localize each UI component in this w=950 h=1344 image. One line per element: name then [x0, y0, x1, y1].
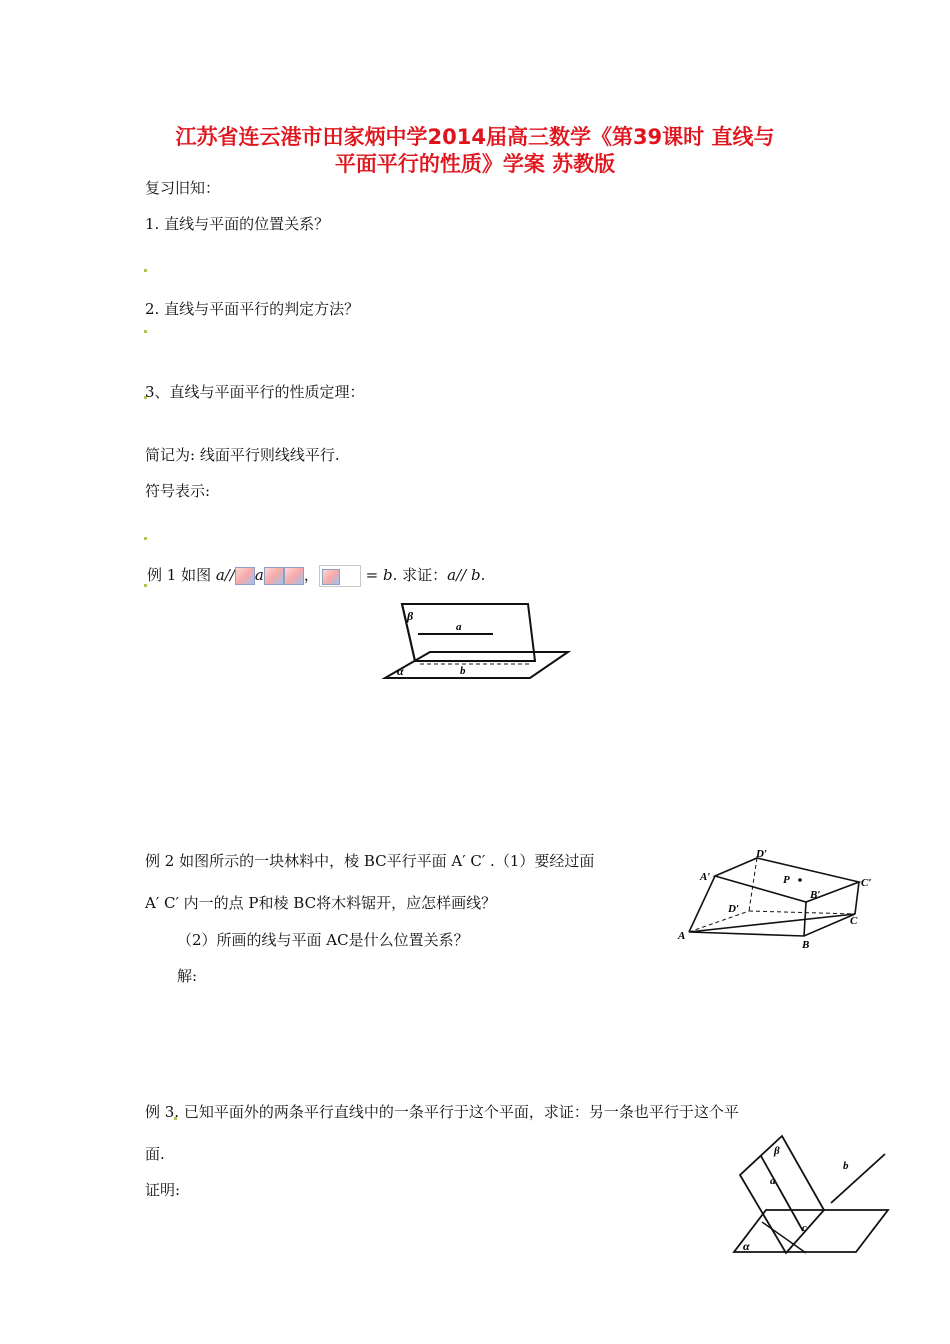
label-alpha: α — [743, 1239, 750, 1253]
comma: ， — [303, 566, 319, 584]
symbol-notation-label: 符号表示: — [145, 482, 211, 500]
review-heading: 复习旧知： — [145, 179, 221, 197]
example-1-figure — [380, 598, 572, 684]
example-3-figure — [730, 1132, 892, 1258]
label-D: D′ — [728, 903, 740, 915]
label-D1: D′ — [756, 848, 768, 860]
label-c: c — [802, 1222, 807, 1234]
example-2-answer-label: 解: — [177, 967, 198, 985]
example-1-conclusion: a// b. — [447, 566, 486, 584]
prove-label: . 求证： — [392, 566, 448, 584]
document-title-line1: 江苏省连云港市田家炳中学2014届高三数学《第39课时 直线与 — [175, 125, 775, 149]
example-2-line2: A′ C′ 内一的点 P和棱 BC将木料锯开，应怎样画线？ — [145, 894, 497, 912]
broken-image-icon — [264, 567, 284, 585]
question-1: 1. 直线与平面的位置关系？ — [145, 215, 330, 233]
document-title-line2: 平面平行的性质》学案 苏教版 — [334, 152, 616, 176]
label-P: P — [783, 874, 790, 886]
edit-mark — [144, 537, 147, 540]
label-beta: β — [407, 609, 414, 623]
broken-image-icon — [235, 567, 255, 585]
broken-image-icon — [322, 569, 340, 585]
question-3: 3、直线与平面平行的性质定理： — [145, 383, 365, 401]
label-b: b — [843, 1160, 849, 1172]
label-A: A — [678, 930, 686, 942]
label-C1: C′ — [861, 877, 872, 889]
label-B1: B′ — [810, 889, 821, 901]
label-C: C — [850, 915, 858, 927]
math-b: b — [383, 566, 393, 584]
label-beta: β — [774, 1145, 780, 1157]
label-b: b — [460, 665, 466, 677]
label-a: a — [770, 1175, 776, 1187]
example-2-line3: （2）所画的线与平面 AC是什么位置关系？ — [177, 931, 469, 949]
theorem-summary: 简记为: 线面平行则线线平行. — [145, 446, 340, 464]
label-A1: A′ — [700, 871, 711, 883]
example-3-line1: 例 3. 已知平面外的两条平行直线中的一条平行于这个平面，求证：另一条也平行于这个平 — [145, 1103, 739, 1121]
label-B: B — [802, 939, 810, 951]
example-1-statement — [147, 565, 485, 587]
math-a: a — [254, 566, 264, 584]
math-a-parallel: a// — [215, 566, 235, 584]
broken-image-icon — [284, 567, 304, 585]
example-3-proof-label: 证明: — [145, 1181, 181, 1199]
broken-image-placeholder — [319, 565, 361, 587]
edit-mark — [144, 330, 147, 333]
label-alpha: α — [397, 664, 404, 678]
example-3-line2: 面. — [145, 1145, 165, 1163]
label-a: a — [456, 621, 462, 633]
equals-sign: = — [365, 566, 384, 584]
example-2-line1: 例 2 如图所示的一块林料中，棱 BC平行平面 A′ C′ .（1）要经过面 — [145, 852, 595, 870]
example-1-prefix: 例 1 如图 — [147, 566, 216, 584]
question-2: 2. 直线与平面平行的判定方法？ — [145, 300, 360, 318]
example-2-figure — [676, 846, 876, 954]
edit-mark — [144, 269, 147, 272]
